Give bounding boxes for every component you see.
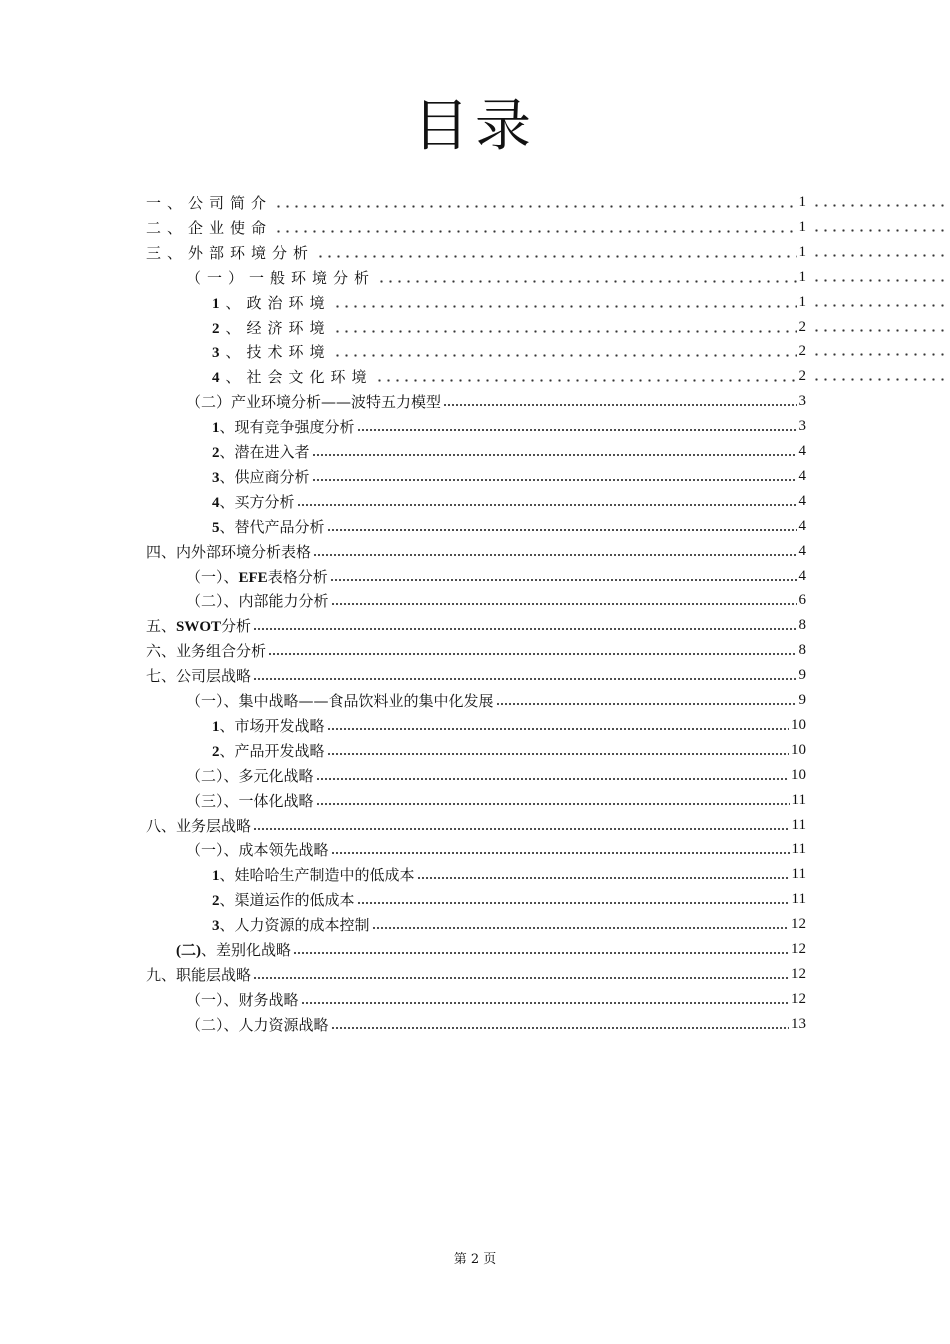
toc-entry-term: EFE [238, 569, 268, 586]
toc-leader-dots [333, 328, 797, 334]
toc-leader-dots [377, 278, 796, 284]
toc-overflow-dots [812, 253, 950, 259]
toc-entry-number: (二) [176, 942, 201, 959]
toc-entry[interactable] [212, 862, 806, 886]
toc-entry-number: 3 [212, 344, 226, 361]
toc-overflow-dots [812, 377, 950, 383]
toc-entry-text: （二）产业环境分析——波特五力模型 [186, 392, 442, 411]
toc-entry-text: （一）一般环境分析 [186, 268, 376, 287]
toc-entry-text: 三、外部环境分析 [146, 243, 315, 262]
toc-page-number: 1 [798, 193, 806, 210]
toc-entry-text: 九、职能层战略 [146, 965, 252, 984]
toc-entry[interactable] [186, 837, 806, 861]
toc-entry[interactable] [186, 564, 806, 588]
toc-page-number: 11 [791, 840, 806, 857]
toc-leader-dots [253, 676, 796, 682]
toc-page-number: 10 [791, 741, 806, 758]
toc-leader-dots [327, 751, 789, 757]
toc-entry[interactable] [212, 514, 806, 538]
toc-entry[interactable] [146, 539, 806, 563]
toc-entry-number: 2 [212, 320, 226, 337]
toc-entry-label [212, 889, 355, 910]
toc-entry-text: （二）、多元化战略 [186, 766, 314, 785]
toc-entry-label [212, 491, 295, 512]
toc-entry-label [212, 914, 370, 935]
toc-entry[interactable] [212, 290, 806, 314]
toc-overflow-dots [812, 352, 950, 358]
toc-page-number: 13 [791, 1015, 806, 1032]
toc-entry-label [212, 441, 310, 462]
toc-entry-number: 1 [212, 295, 226, 312]
toc-entry[interactable] [212, 738, 806, 762]
toc-entry[interactable] [212, 339, 806, 363]
toc-entry-number: 4 [212, 369, 226, 386]
toc-leader-dots [253, 826, 790, 832]
toc-page-number: 6 [798, 591, 806, 608]
toc-entry[interactable] [186, 987, 806, 1011]
toc-entry[interactable] [146, 813, 806, 837]
toc-entry[interactable] [186, 763, 806, 787]
toc-leader-dots [417, 875, 790, 881]
toc-entry-label [212, 416, 355, 437]
toc-entry-text: 、差别化战略 [201, 940, 292, 959]
toc-entry-label [186, 790, 314, 811]
toc-leader-dots [297, 502, 797, 508]
toc-page-number: 3 [798, 417, 806, 434]
toc-entry-label [146, 192, 272, 213]
page-footer: 第 2 页 [453, 1252, 497, 1267]
toc-entry-label [186, 566, 328, 587]
toc-page-number: 4 [798, 567, 806, 584]
toc-overflow-dots [812, 203, 950, 209]
toc-entry[interactable] [186, 588, 806, 612]
toc-page-number: 10 [791, 766, 806, 783]
toc-page-number: 9 [798, 666, 806, 683]
toc-entry-number: 2 [212, 892, 220, 909]
toc-entry[interactable] [186, 788, 806, 812]
toc-entry-label [186, 690, 494, 711]
toc-entry-text: 、技术环境 [225, 342, 331, 361]
toc-entry-label [212, 740, 325, 761]
toc-page-number: 1 [798, 268, 806, 285]
toc-entry-text: 、政治环境 [225, 293, 331, 312]
toc-entry-number: 1 [212, 867, 220, 884]
toc-page-number: 4 [798, 517, 806, 534]
toc-entry-text: 、供应商分析 [219, 467, 310, 486]
toc-leader-dots [312, 477, 797, 483]
toc-entry[interactable] [212, 439, 806, 463]
toc-entry-label [186, 1014, 329, 1035]
toc-page-number: 4 [798, 442, 806, 459]
toc-entry-number: 3 [212, 917, 220, 934]
toc-page-number: 2 [798, 367, 806, 384]
toc-entry-label [212, 466, 310, 487]
toc-overflow-dots [812, 228, 950, 234]
toc-entry[interactable] [146, 190, 806, 214]
toc-page-number: 2 [798, 318, 806, 335]
toc-entry-text: 、人力资源的成本控制 [219, 915, 370, 934]
toc-page-number: 8 [798, 641, 806, 658]
toc-entry-text: 、市场开发战略 [219, 716, 325, 735]
toc-page-number: 8 [798, 616, 806, 633]
toc-entry-number: 3 [212, 469, 220, 486]
toc-leader-dots [274, 203, 796, 209]
toc-entry-text: （一）、 [186, 567, 239, 586]
toc-entry-label [146, 640, 266, 661]
toc-entry-text: （三）、一体化战略 [186, 791, 314, 810]
toc-entry-label [212, 317, 331, 338]
toc-leader-dots [333, 352, 797, 358]
toc-leader-dots [443, 402, 796, 408]
toc-entry-text: 、潜在进入者 [219, 442, 310, 461]
toc-entry[interactable] [146, 962, 806, 986]
toc-entry-text: 、经济环境 [225, 318, 331, 337]
toc-entry-label [146, 815, 251, 836]
toc-entry-label [212, 341, 331, 362]
toc-entry-text: （一）、成本领先战略 [186, 840, 329, 859]
toc-entry-label [146, 615, 251, 636]
toc-leader-dots [496, 701, 797, 707]
toc-entry-number: 4 [212, 494, 220, 511]
toc-page-number: 9 [798, 691, 806, 708]
toc-leader-dots [316, 776, 789, 782]
toc-leader-dots [313, 552, 796, 558]
toc-leader-dots [274, 228, 796, 234]
toc-page-number: 11 [791, 791, 806, 808]
toc-entry-text-tail: 表格分析 [267, 567, 328, 586]
toc-entry-label [212, 292, 331, 313]
toc-entry[interactable] [212, 364, 806, 388]
toc-entry-label [186, 391, 441, 412]
toc-leader-dots [375, 377, 797, 383]
toc-page-number: 10 [791, 716, 806, 733]
toc-overflow-dots [812, 303, 950, 309]
toc-entry-text: 八、业务层战略 [146, 816, 252, 835]
toc-leader-dots [293, 950, 789, 956]
toc-leader-dots [312, 452, 797, 458]
toc-entry-text: 、渠道运作的低成本 [219, 890, 355, 909]
toc-entry-label [146, 242, 314, 263]
toc-page-number: 1 [798, 293, 806, 310]
toc-entry-label [146, 217, 272, 238]
toc-entry[interactable] [146, 240, 806, 264]
toc-entry-label [212, 516, 325, 537]
toc-entry-number: 2 [212, 743, 220, 760]
toc-page-number: 12 [791, 965, 806, 982]
toc-leader-dots [331, 1025, 789, 1031]
toc-entry-number: 1 [212, 419, 220, 436]
toc-entry[interactable] [146, 613, 806, 637]
toc-leader-dots [357, 427, 797, 433]
toc-page-number: 4 [798, 542, 806, 559]
toc-leader-dots [331, 601, 797, 607]
toc-entry-label [186, 989, 299, 1010]
toc-leader-dots [330, 577, 797, 583]
toc-entry-text: （一）、集中战略——食品饮料业的集中化发展 [186, 691, 494, 710]
toc-leader-dots [357, 900, 790, 906]
toc-entry-text: 七、公司层战略 [146, 666, 252, 685]
toc-entry-label [212, 864, 415, 885]
toc-page-number: 1 [798, 218, 806, 235]
toc-page-number: 11 [791, 816, 806, 833]
toc-entry-text: （二）、内部能力分析 [186, 591, 329, 610]
toc-leader-dots [253, 975, 789, 981]
toc-entry[interactable] [212, 912, 806, 936]
toc-entry-number: 1 [212, 718, 220, 735]
toc-page-number: 11 [791, 865, 806, 882]
toc-page-number: 12 [791, 915, 806, 932]
toc-entry[interactable] [146, 638, 806, 662]
toc-entry-text: （二）、人力资源战略 [186, 1015, 329, 1034]
page-title: 目录 [413, 94, 537, 159]
toc-entry-label [186, 590, 329, 611]
toc-entry-text: 、买方分析 [219, 492, 295, 511]
toc-entry[interactable] [146, 215, 806, 239]
toc-entry-text: 二、企业使命 [146, 218, 273, 237]
toc-entry-label [146, 964, 251, 985]
toc-entry-label [212, 715, 325, 736]
toc-entry-text: 一、公司简介 [146, 193, 273, 212]
toc-entry[interactable] [212, 887, 806, 911]
toc-overflow-dots [812, 278, 950, 284]
toc-entry-number: 5 [212, 519, 220, 536]
toc-entry-text-tail: 分析 [221, 616, 252, 635]
toc-entry[interactable] [212, 713, 806, 737]
toc-leader-dots [372, 925, 789, 931]
toc-leader-dots [316, 801, 790, 807]
toc-entry[interactable] [186, 1012, 806, 1036]
toc-leader-dots [268, 651, 796, 657]
toc-page-number: 12 [791, 990, 806, 1007]
toc-entry-label [186, 839, 329, 860]
toc-entry-label [146, 541, 311, 562]
toc-entry-number: 2 [212, 444, 220, 461]
toc-leader-dots [327, 527, 797, 533]
toc-leader-dots [331, 850, 790, 856]
toc-entry[interactable] [212, 489, 806, 513]
toc-leader-dots [327, 726, 789, 732]
toc-page-number: 1 [798, 243, 806, 260]
toc-entry[interactable] [176, 937, 806, 961]
toc-entry-label [212, 366, 373, 387]
toc-leader-dots [316, 253, 796, 259]
toc-leader-dots [301, 1000, 789, 1006]
toc-entry[interactable] [146, 663, 806, 687]
toc-page-number: 12 [791, 940, 806, 957]
toc-entry-text: 六、业务组合分析 [146, 641, 267, 660]
toc-page-number: 2 [798, 342, 806, 359]
toc-page-number: 3 [798, 392, 806, 409]
toc-entry-text: 、替代产品分析 [219, 517, 325, 536]
toc-page-number: 4 [798, 467, 806, 484]
toc-entry[interactable] [186, 688, 806, 712]
toc-entry-text: 、产品开发战略 [219, 741, 325, 760]
toc-entry[interactable] [212, 464, 806, 488]
toc-entry-text: （一）、财务战略 [186, 990, 299, 1009]
toc-entry-text: 四、内外部环境分析表格 [146, 542, 312, 561]
toc-entry[interactable] [186, 389, 806, 413]
toc-entry-text: 、娃哈哈生产制造中的低成本 [219, 865, 415, 884]
toc-entry-text: 、社会文化环境 [225, 367, 373, 386]
toc-entry-label [176, 939, 291, 960]
toc-entry-text: 五、 [146, 616, 177, 635]
toc-entry[interactable] [212, 315, 806, 339]
toc-entry[interactable] [186, 265, 806, 289]
toc-entry-text: 、现有竞争强度分析 [219, 417, 355, 436]
toc-entry-term: SWOT [176, 618, 222, 635]
toc-entry-label [146, 665, 251, 686]
toc-page-number: 4 [798, 492, 806, 509]
toc-leader-dots [333, 303, 797, 309]
toc-leader-dots [253, 626, 796, 632]
toc-entry-label [186, 765, 314, 786]
toc-overflow-dots [812, 328, 950, 334]
toc-entry-label [186, 267, 375, 288]
toc-page-number: 11 [791, 890, 806, 907]
toc-entry[interactable] [212, 414, 806, 438]
